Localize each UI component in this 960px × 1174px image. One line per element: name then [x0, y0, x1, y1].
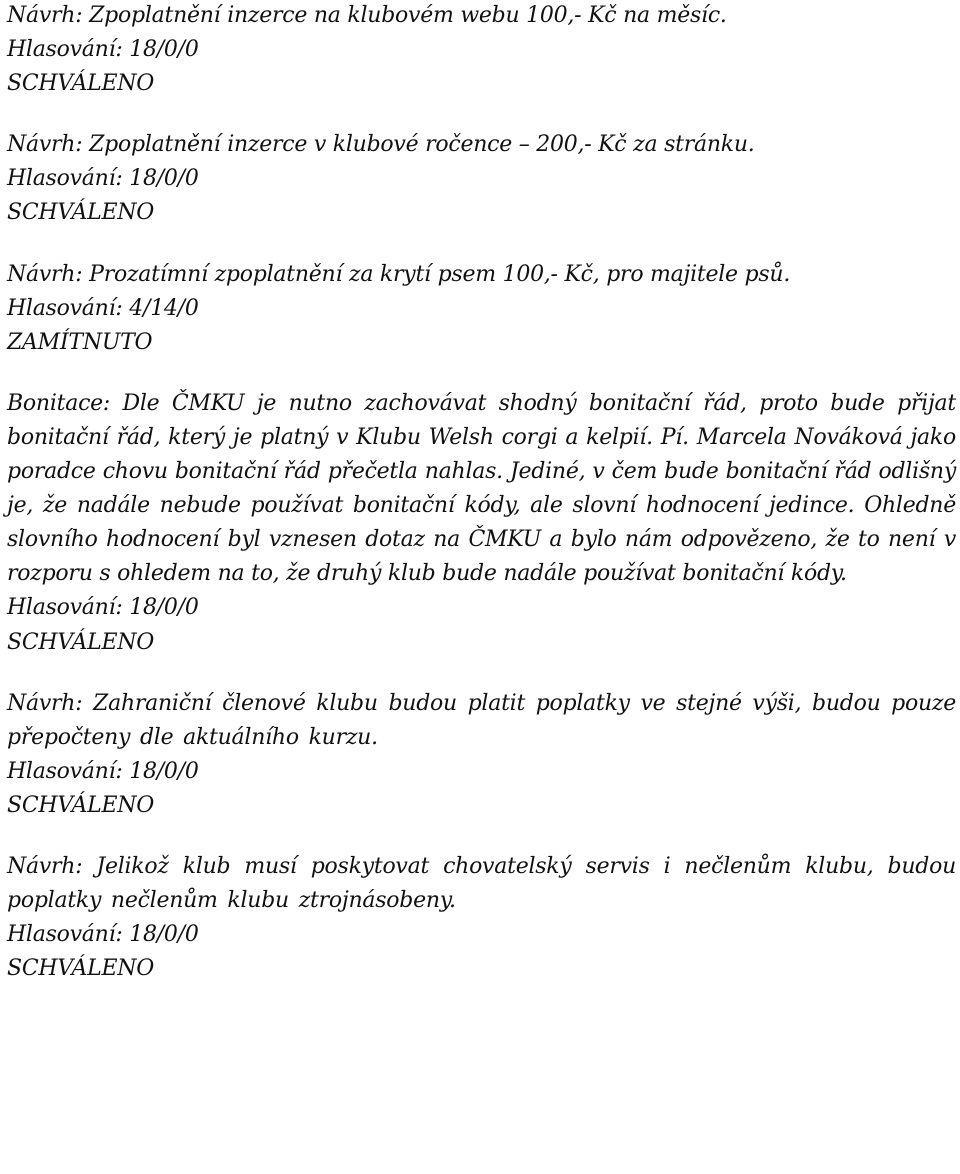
motion-status: SCHVÁLENO	[7, 629, 155, 655]
motion-status: ZAMÍTNUTO	[7, 329, 153, 355]
motion-text: Návrh: Zpoplatnění inzerce na klubovém webu 100,- Kč na měsíc.	[7, 3, 727, 28]
vote-result-count: Hlasování: 18/0/0	[7, 595, 199, 621]
motion-text: Návrh: Prozatímní zpoplatnění za krytí psem 100,- Kč, pro majitele psů.	[7, 261, 791, 287]
motion-item	[7, 128, 956, 230]
motion-text: Návrh: Zahraniční členové klubu budou platit poplatky ve stejné výši, budou pouze přepočteny dle aktuálního kurzu.	[7, 690, 956, 750]
motion-item	[7, 687, 956, 823]
motion-item	[7, 0, 956, 101]
vote-result-count: Hlasování: 18/0/0	[7, 922, 199, 948]
vote-result-count: Hlasování: 18/0/0	[7, 166, 199, 192]
motion-text: Bonitace: Dle ČMKU je nutno zachovávat shodný bonitační řád, proto bude přijat bonitační řád, který je platný v Klubu Welsh corgi a kelpií. Pí. Marcela Nováková jako poradce chovu bonitační řád přečetla nahlas. Jediné, v čem bude bonitační řád odlišný je, že nadále nebude používat bonitační kódy, ale slovní hodnocení jedince. Ohledně slovního hodnocení byl vznesen dotaz na ČMKU a bylo nám odpovězeno, že to není v rozporu s ohledem na to, že druhý klub bude nadále používat bonitační kódy.	[7, 390, 956, 587]
motion-status: SCHVÁLENO	[7, 956, 155, 982]
vote-result-count: Hlasování: 18/0/0	[7, 758, 199, 784]
motion-item	[7, 258, 956, 360]
motion-text: Návrh: Zpoplatnění inzerce v klubové ročence – 200,- Kč za stránku.	[7, 132, 755, 158]
motion-item	[7, 850, 956, 986]
motion-item	[7, 387, 956, 660]
motion-status: SCHVÁLENO	[7, 792, 155, 818]
motion-text: Návrh: Jelikož klub musí poskytovat chovatelský servis i nečlenům klubu, budou poplatky nečlenům klubu ztrojnásobeny.	[7, 853, 956, 914]
motion-status: SCHVÁLENO	[7, 71, 155, 97]
vote-result-count: Hlasování: 4/14/0	[7, 295, 199, 321]
vote-result-count: Hlasování: 18/0/0	[7, 37, 199, 63]
motion-status: SCHVÁLENO	[7, 200, 155, 226]
